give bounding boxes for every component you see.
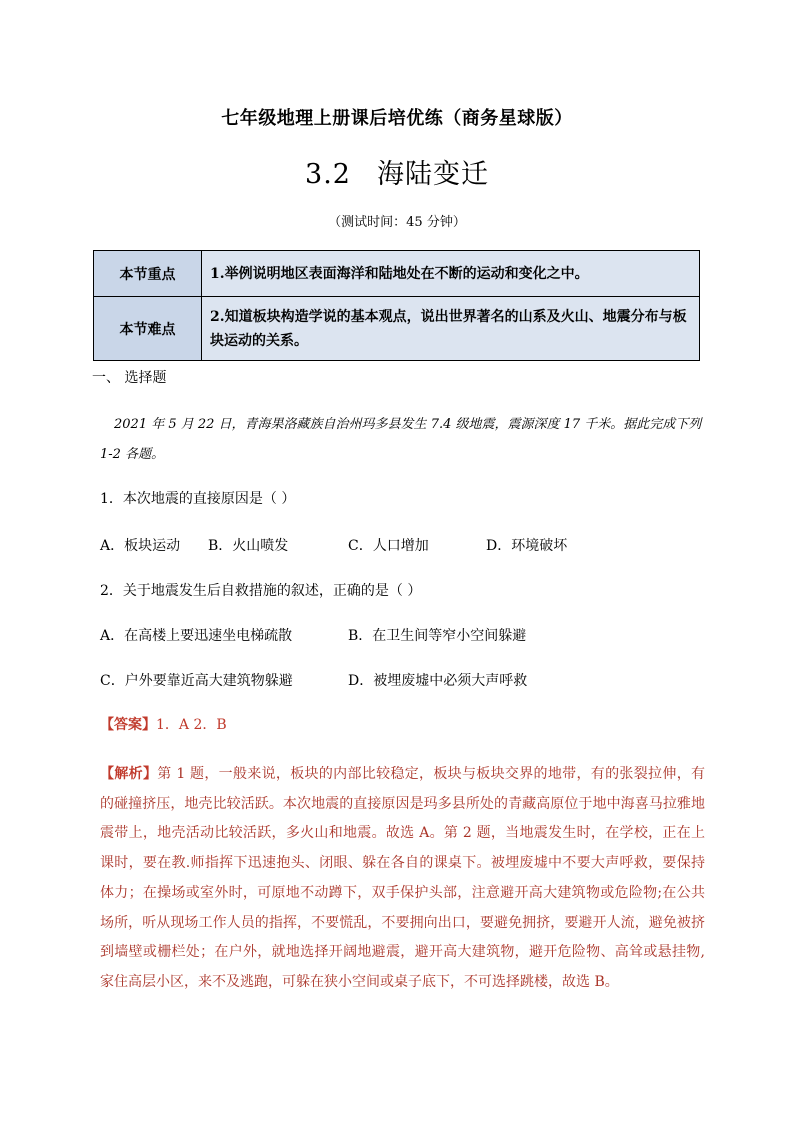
focus-table [93, 250, 700, 361]
answer-tag: 【答案】 [100, 717, 156, 733]
option-c: C．人口增加 [348, 538, 429, 554]
option-d: D．被埋废墟中必须大声呼救 [348, 673, 528, 689]
lesson-number: 3.2 [305, 159, 351, 190]
section-heading: 一、 选择题 [92, 370, 167, 386]
focus-content: 2.知道板块构造学说的基本观点，说出世界著名的山系及火山、地震分布与板块运动的关系。 [202, 297, 700, 361]
option-a: A．在高楼上要迅速坐电梯疏散 [100, 628, 293, 644]
option-d: D．环境破坏 [486, 538, 568, 554]
test-time: （测试时间：45 分钟） [328, 215, 466, 230]
question-2: 2．关于地震发生后自救措施的叙述，正确的是（ ） [100, 583, 422, 599]
analysis-tag: 【解析】 [100, 766, 158, 782]
focus-label: 本节难点 [94, 297, 202, 361]
answer-line [100, 714, 227, 734]
option-c: C．户外要靠近高大建筑物躲避 [100, 673, 293, 689]
option-a: A．板块运动 [100, 538, 181, 554]
stem-line: 2021 年 5 月 22 日，青海果洛藏族自治州玛多县发生 7.4 级地震，震源深度 17 千米。据此完成下列 [114, 417, 702, 432]
lesson-heading [0, 152, 794, 191]
focus-row-key-point [94, 251, 700, 297]
lesson-title: 海陆变迁 [376, 159, 489, 190]
focus-label: 本节重点 [94, 251, 202, 297]
focus-row-difficult-point [94, 297, 700, 361]
stem-line: 1-2 各题。 [100, 447, 165, 462]
analysis-paragraph [100, 760, 705, 998]
analysis-text: 第 1 题，一般来说，板块的内部比较稳定，板块与板块交界的地带，有的张裂拉伸，有的碰撞挤压，地壳比较活跃。本次地震的直接原因是玛多县所处的青藏高原位于地中海喜马拉雅地震带上，地壳活动比较活跃，多火山和地震。故选 A。第 2 题，当地震发生时，在学校，正在上课时，要在教.师指挥下迅速抱头、闭眼、躲在各自的课桌下。被埋废墟中不要大声呼救，要保持体力；在操场或室外时，可原地不动蹲下，双手保护头部，注意避开高大建筑物或危险物;在公共场所，听从现场工作人员的指挥，不要慌乱，不要拥向出口，要避免拥挤，要避开人流，避免被挤到墙壁或栅栏处；在户外，就地选择开阔地避震，避开高大建筑物，避开危险物、高耸或悬挂物,家住高层小区，来不及逃跑，可躲在狭小空间或桌子底下，不可选择跳楼，故选 B。 [100, 766, 706, 990]
question-stem-material [100, 410, 705, 470]
question-1: 1．本次地震的直接原因是（ ） [100, 491, 296, 507]
option-b: B．火山喷发 [208, 538, 289, 554]
answer-text: 1．A 2．B [156, 717, 227, 733]
focus-content: 1.举例说明地区表面海洋和陆地处在不断的运动和变化之中。 [202, 251, 700, 297]
option-b: B．在卫生间等窄小空间躲避 [348, 628, 527, 644]
document-title: 七年级地理上册课后培优练（商务星球版） [221, 108, 573, 129]
